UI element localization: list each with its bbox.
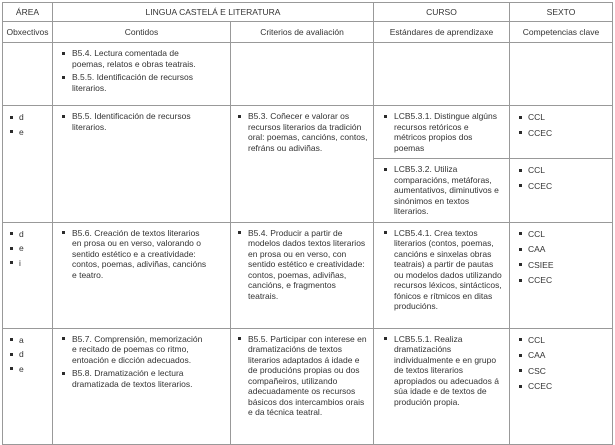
list-item: B5.5. Identificación de recursos literarios. (61, 111, 208, 132)
list-item: d (9, 229, 52, 240)
cell-competencias (510, 222, 613, 328)
col-header-estandares: Estándares de aprendizaxe (374, 22, 510, 43)
cell-estandares-empty (374, 43, 510, 106)
list-item: B5.8. Dramatización e lectura dramatizada de textos literarios. (61, 368, 208, 389)
list-item: CAA (518, 244, 612, 255)
list-item: d (9, 349, 52, 360)
criterios-list (231, 106, 373, 158)
list-item: a (9, 335, 52, 346)
list-item: B5.4. Lectura comentada de poemas, relatos e obras teatrais. (61, 48, 208, 69)
table-row (3, 222, 613, 328)
obxectivos-list (3, 329, 52, 375)
table-header-row-area (3, 3, 613, 22)
list-item: B5.4. Producir a partir de modelos dados textos literarios en prosa ou en verso, con sentido estético e creatividade: contos, poemas, adiviñas, cancións, e fragmentos teatrais. (237, 228, 368, 302)
col-header-contidos: Contidos (53, 22, 231, 43)
list-item: e (9, 127, 52, 138)
header-area-label: ÁREA (3, 3, 53, 22)
obxectivos-list (3, 106, 52, 137)
cell-obxectivos (3, 328, 53, 444)
col-header-criterios: Criterios de avaliación (231, 22, 374, 43)
list-item: B5.3. Coñecer e valorar os recursos literarios da tradición oral: poemas, cancións, contos, refráns ou adiviñas. (237, 111, 368, 153)
list-item: LCB5.3.2. Utiliza comparacións, metáforas, aumentativos, diminutivos e sinónimos en textos literarios. (383, 164, 503, 217)
list-item: CCEC (518, 181, 612, 192)
table-row (3, 43, 613, 106)
header-course-label: CURSO (374, 3, 510, 22)
list-item: CCL (518, 112, 612, 123)
header-course-value: SEXTO (510, 3, 613, 22)
list-item: CCL (518, 229, 612, 240)
list-item: CCEC (518, 381, 612, 392)
estandares-list (374, 106, 509, 158)
list-item: LCB5.4.1. Crea textos literarios (contos, poemas, cancións e sinxelas obras teatrais) a partir de pautas ou modelos dados utilizando recursos léxicos, sintácticos, fónicos e rítmicos en ditas producións. (383, 228, 503, 312)
curriculum-table (2, 2, 613, 445)
criterios-list (231, 223, 373, 307)
competencias-list (510, 106, 612, 138)
cell-competencias (510, 106, 613, 159)
list-item: e (9, 364, 52, 375)
cell-contidos (53, 43, 231, 106)
contidos-list (53, 223, 230, 286)
list-item: LCB5.5.1. Realiza dramatizacións individualmente e en grupo de textos literarios apropiados ou adecuados á súa idade e de textos de produción propia. (383, 334, 503, 408)
contidos-list (53, 329, 230, 395)
cell-criterios (231, 328, 374, 444)
cell-estandares (374, 159, 510, 223)
list-item: e (9, 243, 52, 254)
list-item: CSC (518, 366, 612, 377)
cell-competencias (510, 159, 613, 223)
list-item: B5.6. Creación de textos literarios en prosa ou en verso, valorando o sentido estético e a creatividade: contos, poemas, adiviñas, cancións e teatro. (61, 228, 208, 281)
contidos-list (53, 106, 230, 137)
table-header-row-columns (3, 22, 613, 43)
list-item: CCEC (518, 275, 612, 286)
table-row (3, 328, 613, 444)
obxectivos-list (3, 223, 52, 269)
cell-estandares (374, 328, 510, 444)
cell-criterios (231, 106, 374, 223)
list-item: CAA (518, 350, 612, 361)
header-subject-title: LINGUA CASTELÁ E LITERATURA (53, 3, 374, 22)
list-item: B5.7. Comprensión, memorización e recitado de poemas co ritmo, entoación e dicción adecuados. (61, 334, 208, 366)
list-item: CSIEE (518, 260, 612, 271)
estandares-list (374, 329, 509, 413)
competencias-list (510, 329, 612, 392)
cell-criterios-empty (231, 43, 374, 106)
competencias-list (510, 159, 612, 191)
competencias-list (510, 223, 612, 286)
list-item: CCL (518, 335, 612, 346)
cell-contidos (53, 328, 231, 444)
list-item: d (9, 112, 52, 123)
estandares-list (374, 159, 509, 222)
list-item: i (9, 258, 52, 269)
table-row (3, 106, 613, 159)
cell-contidos (53, 106, 231, 223)
cell-competencias (510, 328, 613, 444)
col-header-competencias: Competencias clave (510, 22, 613, 43)
cell-criterios (231, 222, 374, 328)
estandares-list (374, 223, 509, 317)
list-item: LCB5.3.1. Distingue algúns recursos retóricos e métricos propios dos poemas (383, 111, 503, 153)
cell-contidos (53, 222, 231, 328)
contidos-list (53, 43, 230, 98)
criterios-list (231, 329, 373, 423)
cell-obxectivos (3, 106, 53, 223)
cell-estandares (374, 106, 510, 159)
cell-obxectivos-empty (3, 43, 53, 106)
list-item: CCL (518, 165, 612, 176)
col-header-obxectivos: Obxectivos (3, 22, 53, 43)
list-item: B5.5. Participar con interese en dramatizacións de textos literarios adaptados á idade e de producións propias ou dos compañeiros, utilizando adecuadamente os recursos básicos dos intercambios orais e da técnica teatral. (237, 334, 368, 418)
cell-estandares (374, 222, 510, 328)
list-item: B.5.5. Identificación de recursos literarios. (61, 72, 208, 93)
cell-competencias-empty (510, 43, 613, 106)
list-item: CCEC (518, 128, 612, 139)
cell-obxectivos (3, 222, 53, 328)
